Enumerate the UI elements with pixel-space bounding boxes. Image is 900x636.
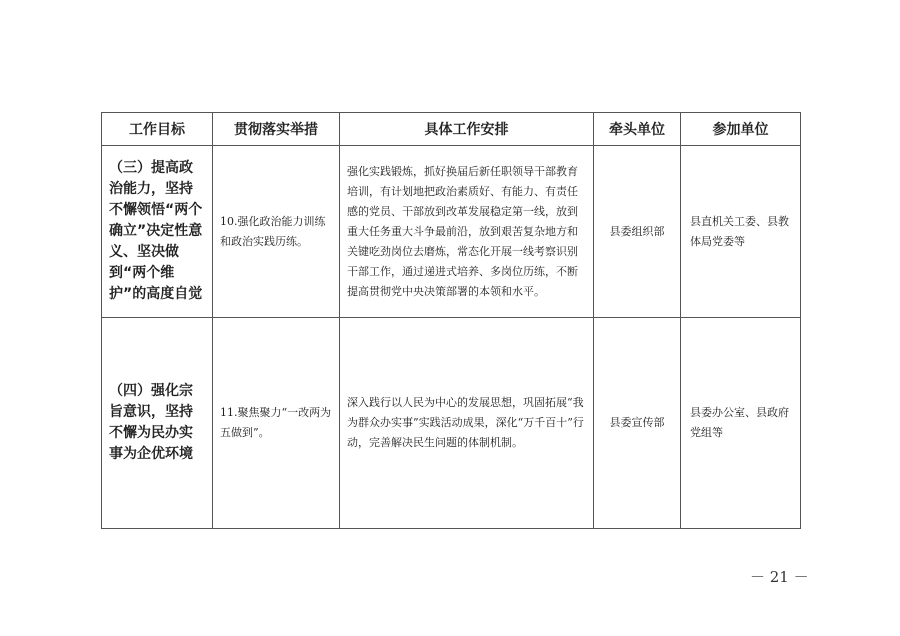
- header-lead-unit: 牵头单位: [594, 113, 681, 146]
- goal-cell: （三）提高政治能力，坚持不懈领悟“两个确立”决定性意义、坚决做到“两个维护”的高度自觉: [102, 146, 213, 318]
- header-arrangement: 具体工作安排: [340, 113, 594, 146]
- table-row: [102, 146, 801, 318]
- goal-cell: （四）强化宗旨意识，坚持不懈为民办实事为企优环境: [102, 318, 213, 529]
- header-measures: 贯彻落实举措: [213, 113, 340, 146]
- page-number: － 21 －: [750, 568, 809, 586]
- lead-unit-cell: 县委组织部: [594, 146, 681, 318]
- header-participating-units: 参加单位: [681, 113, 801, 146]
- header-row: [102, 113, 801, 146]
- participants-cell: 县直机关工委、县教体局党委等: [681, 146, 801, 318]
- work-plan-table: [101, 112, 801, 529]
- lead-unit-cell: 县委宣传部: [594, 318, 681, 529]
- arrangement-cell: 强化实践锻炼，抓好换届后新任职领导干部教育培训，有计划地把政治素质好、有能力、有责任感的党员、干部放到改革发展稳定第一线，放到重大任务重大斗争最前沿，放到艰苦复杂地方和关键吃劲岗位去磨炼，常态化开展一线考察识别干部工作，通过递进式培养、多岗位历练，不断提高贯彻党中央决策部署的本领和水平。: [340, 146, 594, 318]
- measure-cell: 11.聚焦聚力“一改两为五做到”。: [213, 318, 340, 529]
- participants-cell: 县委办公室、县政府党组等: [681, 318, 801, 529]
- table-row: [102, 318, 801, 529]
- measure-cell: 10.强化政治能力训练和政治实践历练。: [213, 146, 340, 318]
- arrangement-cell: 深入践行以人民为中心的发展思想，巩固拓展“我为群众办实事”实践活动成果，深化“万千百十”行动，完善解决民生问题的体制机制。: [340, 318, 594, 529]
- header-work-goal: 工作目标: [102, 113, 213, 146]
